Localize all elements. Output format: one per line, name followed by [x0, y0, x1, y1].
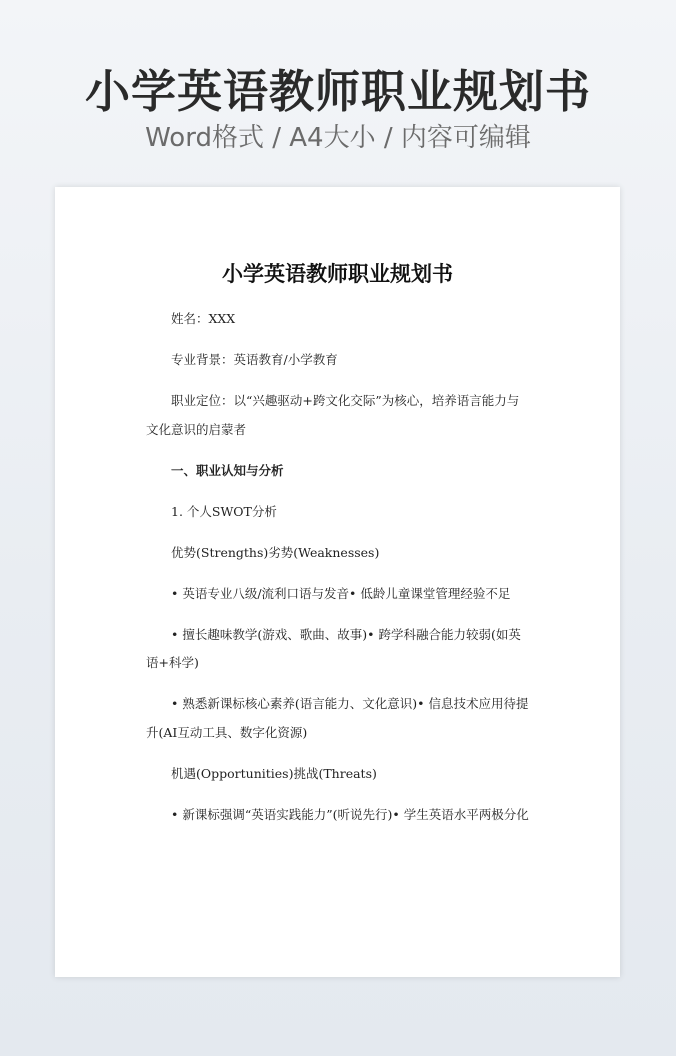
- swot-item: • 英语专业八级/流利口语与发音• 低龄儿童课堂管理经验不足: [171, 585, 511, 601]
- document-page: [55, 187, 620, 977]
- document-title: 小学英语教师职业规划书: [222, 261, 453, 286]
- section-heading: 一、职业认知与分析: [171, 462, 284, 478]
- swot-strengths-weaknesses-header: 优势(Strengths)劣势(Weaknesses): [171, 544, 380, 560]
- background-line: 专业背景：英语教育/小学教育: [171, 352, 338, 367]
- banner-title: 小学英语教师职业规划书: [84, 65, 591, 118]
- swot-item: • 擅长趣味教学(游戏、歌曲、故事)• 跨学科融合能力较弱(如英语+科学): [146, 626, 521, 670]
- document-body: [146, 305, 530, 842]
- positioning-paragraph: 职业定位：以“兴趣驱动+跨文化交际”为核心，培养语言能力与文化意识的启蒙者: [146, 393, 520, 437]
- swot-opportunities-threats-header: 机遇(Opportunities)挑战(Threats): [171, 765, 377, 781]
- subsection-heading: 1. 个人SWOT分析: [171, 503, 277, 519]
- swot-item: • 熟悉新课标核心素养(语言能力、文化意识)• 信息技术应用待提升(AI互动工具、数字化资源): [146, 696, 529, 740]
- banner-subtitle: Word格式 / A4大小 / 内容可编辑: [145, 123, 531, 153]
- name-line: 姓名：XXX: [171, 311, 236, 326]
- swot-item: • 新课标强调“英语实践能力”(听说先行)• 学生英语水平两极分化: [171, 806, 529, 822]
